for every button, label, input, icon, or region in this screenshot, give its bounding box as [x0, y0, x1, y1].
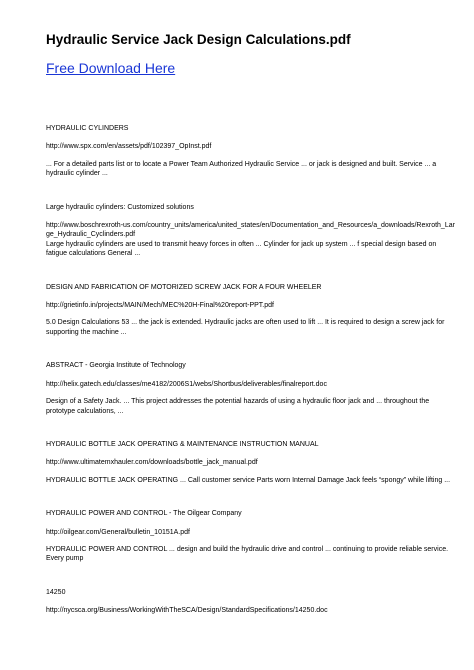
result-item [46, 361, 458, 416]
result-description: Design of a Safety Jack. ... This project addresses the potential hazards of using a hydraulic floor jack and ... throughout the prototype calculations, ... [46, 398, 430, 415]
result-heading: 14250 [46, 588, 66, 596]
result-url[interactable]: http://www.ultimatemxhauler.com/downloads/bottle_jack_manual.pdf [46, 459, 258, 467]
result-heading: ABSTRACT - Georgia Institute of Technology [46, 362, 186, 370]
result-list [46, 124, 458, 640]
result-heading: HYDRAULIC CYLINDERS [46, 125, 129, 132]
result-item [46, 203, 458, 259]
result-description: 5.0 Design Calculations 53 ... the jack is extended. Hydraulic jacks are often used to lift ... It is required to design a screw jack for supporting the machine ... [46, 319, 445, 336]
result-description: HYDRAULIC POWER AND CONTROL ... design and build the hydraulic drive and control ... continuing to provide reliable service. Every pump [46, 545, 449, 563]
result-url[interactable]: http://www.boschrexroth-us.com/country_units/america/united_states/en/Documentation_and_Resources/a_downloads/Rexroth_Large_Hydraulic_Cyclinders.pdf [46, 222, 455, 239]
result-heading: DESIGN AND FABRICATION OF MOTORIZED SCREW JACK FOR A FOUR WHEELER [46, 283, 322, 291]
result-url[interactable]: http://nycsca.org/Business/WorkingWithTheSCA/Design/StandardSpecifications/14250.doc [46, 607, 328, 615]
result-url[interactable]: http://oilgear.com/General/bulletin_10151A.pdf [46, 528, 190, 536]
result-heading: Large hydraulic cylinders: Customized solutions [46, 203, 194, 211]
result-item [46, 440, 458, 485]
result-description: ... For a detailed parts list or to locate a Power Team Authorized Hydraulic Service ... or jack is designed and built. Service ... a hydraulic cylinder ... [46, 160, 437, 178]
result-item [46, 283, 458, 338]
result-item [46, 588, 458, 616]
result-url[interactable]: http://helix.gatech.edu/classes/me4182/2006S1/webs/Shortbus/deliverables/finalreport.doc [46, 380, 327, 388]
result-url[interactable]: http://www.spx.com/en/assets/pdf/102397_OpInst.pdf [46, 143, 212, 151]
result-item [46, 124, 458, 179]
result-heading: HYDRAULIC POWER AND CONTROL - The Oilgear Company [46, 510, 242, 518]
free-download-link[interactable]: Free Download Here [46, 60, 176, 76]
result-url[interactable]: http://grietinfo.in/projects/MAIN/Mech/MEC%20H-Final%20report-PPT.pdf [46, 302, 274, 310]
result-heading: HYDRAULIC BOTTLE JACK OPERATING & MAINTENANCE INSTRUCTION MANUAL [46, 440, 319, 448]
result-item [46, 509, 458, 564]
result-description: Large hydraulic cylinders are used to transmit heavy forces in often ... Cylinder for jack up system ... f special design based on fatigue calculations General ... [46, 240, 437, 258]
document-title: Hydraulic Service Jack Design Calculations.pdf [46, 32, 351, 47]
result-description: HYDRAULIC BOTTLE JACK OPERATING ... Call customer service Parts worn Internal Damage Jack feels “spongy” while lifting ... [46, 476, 451, 484]
